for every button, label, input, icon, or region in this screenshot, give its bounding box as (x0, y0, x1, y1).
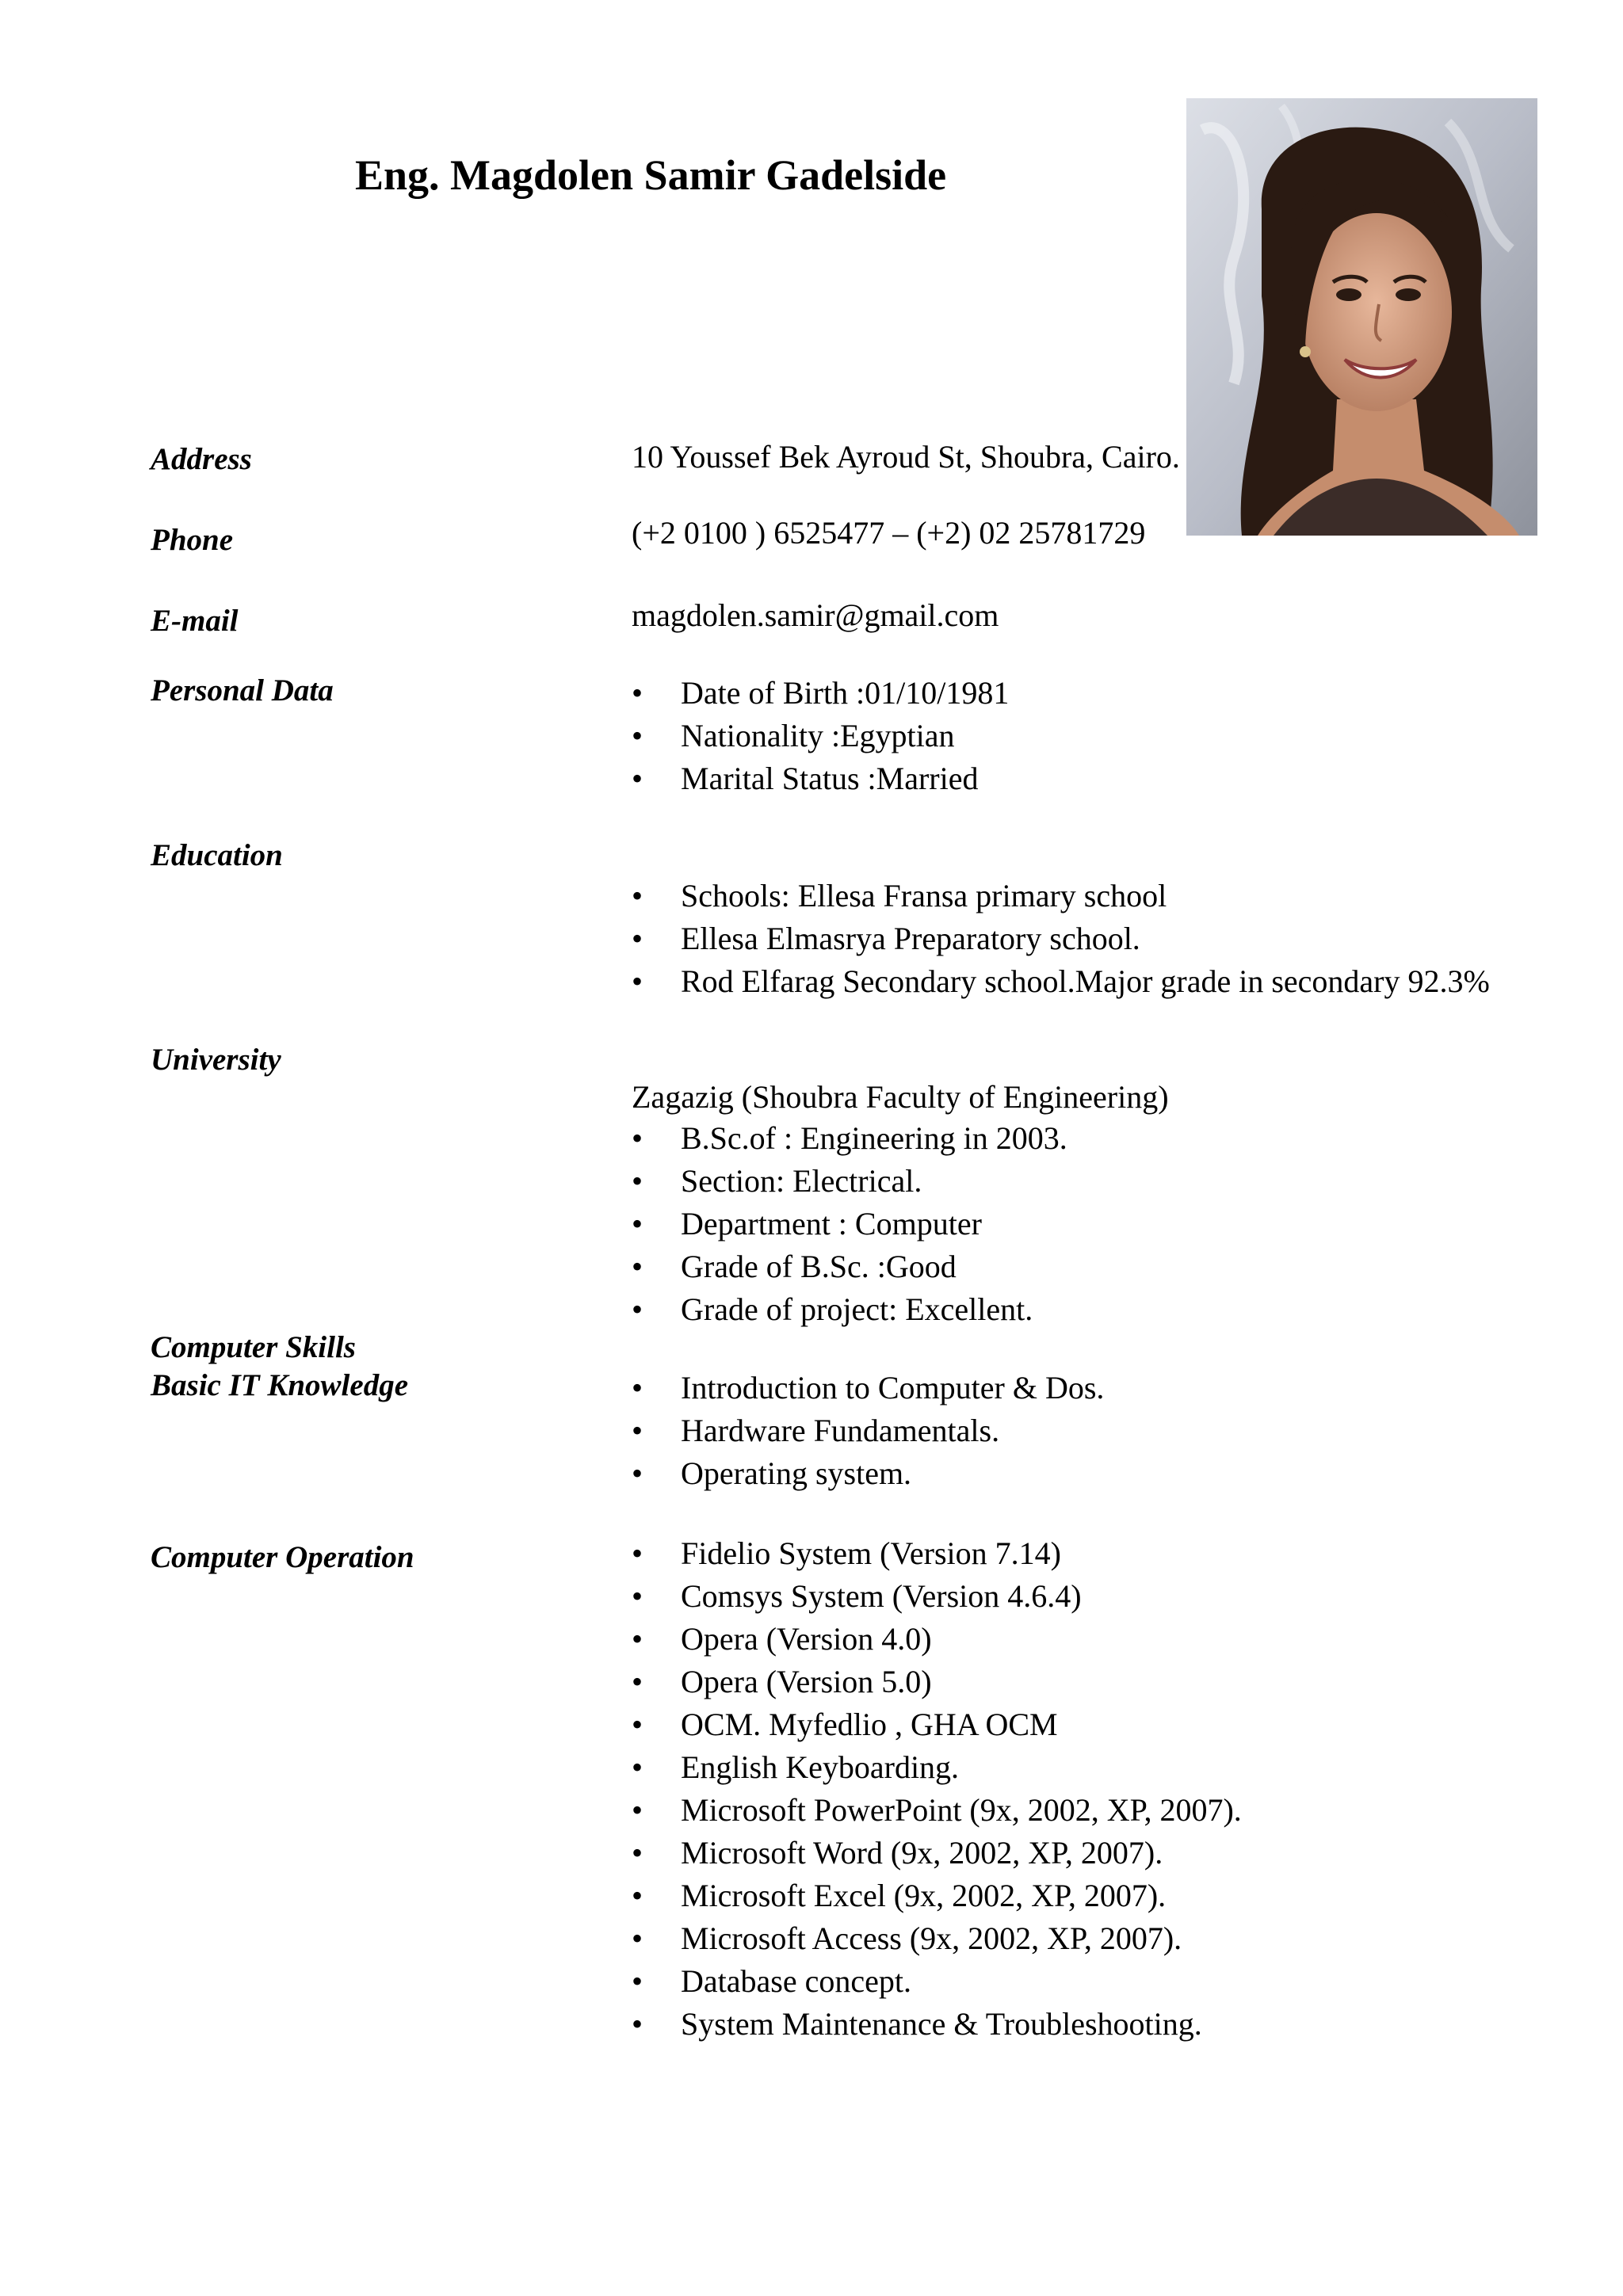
address-value: 10 Youssef Bek Ayroud St, Shoubra, Cairo. (632, 439, 1180, 475)
university-name: Zagazig (Shoubra Faculty of Engineering) (632, 1079, 1169, 1115)
address-label: Address (151, 442, 252, 476)
list-item: • Hardware Fundamentals. (632, 1409, 1104, 1452)
page-title: Eng. Magdolen Samir Gadelside (355, 151, 947, 199)
list-item: • Operating system. (632, 1452, 1104, 1495)
email-label: E-mail (151, 604, 239, 638)
list-item: • Fidelio System (Version 7.14) (632, 1532, 1242, 1575)
computer-operation-list (632, 1532, 1242, 2046)
list-item: • Opera (Version 4.0) (632, 1618, 1242, 1661)
email-value: magdolen.samir@gmail.com (632, 597, 999, 633)
list-item: • Microsoft Access (9x, 2002, XP, 2007). (632, 1917, 1242, 1960)
phone-label: Phone (151, 523, 234, 557)
list-item: • Database concept. (632, 1960, 1242, 2003)
university-list (632, 1117, 1067, 1331)
education-label: Education (151, 838, 283, 872)
list-item: • Grade of project: Excellent. (632, 1288, 1067, 1331)
list-item: • Department : Computer (632, 1203, 1067, 1245)
list-item: • Schools: Ellesa Fransa primary school (632, 875, 1521, 917)
education-list (632, 875, 1521, 1003)
list-item: • Microsoft PowerPoint (9x, 2002, XP, 2007). (632, 1789, 1242, 1832)
list-item: • Rod Elfarag Secondary school.Major grade in secondary 92.3% (632, 960, 1521, 1003)
basic-it-list (632, 1367, 1104, 1495)
list-item: • Ellesa Elmasrya Preparatory school. (632, 917, 1521, 960)
computer-operation-label: Computer Operation (151, 1540, 414, 1574)
list-item: • Section: Electrical. (632, 1160, 1067, 1203)
university-label: University (151, 1043, 281, 1077)
list-item: • OCM. Myfedlio , GHA OCM (632, 1703, 1242, 1746)
list-item: • System Maintenance & Troubleshooting. (632, 2003, 1242, 2046)
list-item: • English Keyboarding. (632, 1746, 1242, 1789)
list-item: • Grade of B.Sc. :Good (632, 1245, 1067, 1288)
list-item: • Introduction to Computer & Dos. (632, 1367, 1104, 1409)
list-item: • B.Sc.of : Engineering in 2003. (632, 1117, 1067, 1160)
list-item: • Microsoft Excel (9x, 2002, XP, 2007). (632, 1875, 1242, 1917)
list-item: • Microsoft Word (9x, 2002, XP, 2007). (632, 1832, 1242, 1875)
profile-photo (1186, 98, 1537, 536)
list-item: • Date of Birth :01/10/1981 (632, 672, 1009, 715)
list-item: • Nationality :Egyptian (632, 715, 1009, 757)
list-item: • Marital Status :Married (632, 757, 1009, 800)
personal-data-list (632, 672, 1009, 800)
phone-value: (+2 0100 ) 6525477 – (+2) 02 25781729 (632, 515, 1146, 551)
list-item: • Opera (Version 5.0) (632, 1661, 1242, 1703)
computer-skills-label: Computer Skills (151, 1330, 356, 1364)
list-item: • Comsys System (Version 4.6.4) (632, 1575, 1242, 1618)
basic-it-label: Basic IT Knowledge (151, 1368, 409, 1402)
personal-data-label: Personal Data (151, 673, 334, 707)
